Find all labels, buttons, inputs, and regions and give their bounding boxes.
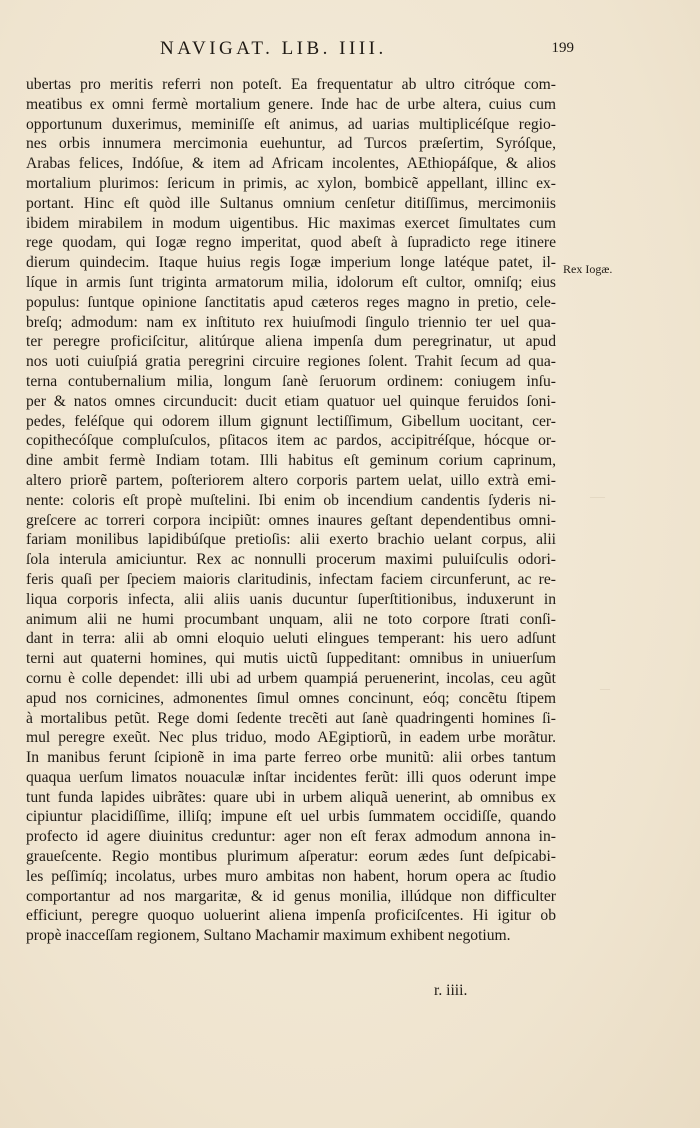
text-line: propè inacceſſam regionem, Sultano Machamir maximum exhibent negotium. — [26, 927, 511, 945]
text-line: ſola interula amiciuntur. Rex ac nonnulli procerum maximi puluiſculis odori- — [26, 551, 556, 569]
text-line: opportunum duxerimus, meminiſſe eſt animus, ad uarias multiplicéſque regio- — [26, 115, 556, 133]
text-line: ibidem mirabilem in modum uigentibus. Hic maximas exercet ſimultates cum — [26, 214, 556, 232]
text-line: dant in terra: alii ab omni eloquio ueluti elingues temperant: his uero adſunt — [26, 630, 556, 648]
text-line: quaqua uerſum limatos nouaculæ inſtar incidentes ferũt: illi quos oderunt impe — [26, 768, 556, 786]
text-line: breſq; admodum: nam ex inſtituto rex huiuſmodi ſingulo triennio ter uel qua- — [26, 313, 556, 331]
text-line: Arabas felices, Indóſue, & item ad Africam incolentes, AEthiopáſque, & alios — [26, 155, 556, 173]
text-line: mul peregre exeũt. Nec plus triduo, modo AEgiptiorũ, in eadem urbe morãtur. — [26, 729, 556, 747]
text-line: ubertas pro meritis referri non poteſt. Ea frequentatur ab ultro citróque com- — [26, 76, 556, 93]
text-line: nente: coloris eſt propè muſtelini. Ibi enim ob incendium candentis ſyderis ni- — [26, 491, 556, 509]
text-line: fariam monilibus lapidibúſque pretioſis: alii exerto brachio uelant corpus, alii — [26, 531, 556, 549]
text-line: les peſſimíq; incolatus, urbes muro ambitas non habent, horum opera ac ſtudio — [26, 867, 556, 885]
text-line: apud nos cornicines, admonentes ſimul omnes concinunt, eóq; concẽtu ſtipem — [26, 689, 556, 707]
text-line: efficiunt, peregre quoquo uoluerint aliena impenſa proficiſcentes. Hi igitur ob — [26, 907, 556, 925]
text-line: greſcere ac torreri corpora incipiũt: omnes inaures geſtant dependentibus omni- — [26, 511, 556, 529]
text-line: feris quaſi per ſpeciem maioris claritudinis, infectam faciem circunferunt, ac re- — [26, 570, 556, 588]
text-line: liqua corporis infecta, alii aliis uanis ducuntur ſuperſtitionibus, induxerunt in — [26, 590, 556, 608]
catchword: r. iiii. — [434, 982, 468, 999]
page-header — [150, 38, 574, 62]
text-line: rege quodam, qui Iogæ regno imperitat, quod abeſt à ſupradicto rege itinere — [26, 234, 556, 252]
text-line: à mortalibus petũt. Rege domi ſedente trecẽti aut ſanè quadringenti homines ſi- — [26, 709, 556, 727]
text-line: pedes, feléſque qui odorem illum gignunt lectiſſimum, Gibellum uocitant, cer- — [26, 412, 556, 430]
text-line: animum alii ne humi procumbant unquam, alii ne toto corpore ſtrati conſi- — [26, 610, 556, 628]
text-line: copithecóſque compluſculos, pſitacos item ac pardos, accipitréſque, hócque or- — [26, 432, 556, 450]
text-line: dine ambit fermè Indiam totam. Illi habitus eſt geminum corium caprinum, — [26, 452, 556, 470]
text-line: líque in armis ſunt triginta armatorum milia, idolorum eſt cultor, omniſq; eius — [26, 273, 556, 291]
text-line: altero priorẽ partem, poſteriorem altero corporis partem uelat, uillo extrà emi- — [26, 471, 556, 489]
text-line: comportantur ad nos margaritæ, & id genus monilia, illúdque non difficulter — [26, 887, 556, 905]
bleed-through-mark: ––– — [590, 492, 605, 503]
text-line: nes orbis innumera mercimonia euehuntur, ad Turcos præſertim, Syróſque, — [26, 135, 556, 153]
text-line: mortalium plurimos: ſericum in primis, ac xylon, bombicẽ appellant, illinc ex- — [26, 174, 556, 192]
text-line: meatibus ex omni fermè mortalium genere. Inde hac de urbe altera, cuius cum — [26, 95, 556, 113]
text-line: ter peregre proficiſcitur, alitúrque aliena impenſa dum peregrinatur, ut apud — [26, 333, 556, 351]
text-line: tunt funda lapides uibrãtes: quare ubi in urbem aliquã uenerint, ab omnibus ex — [26, 788, 556, 806]
text-line: In manibus ferunt ſcipionẽ in ima parte ferreo orbe munitũ: alii orbes tantum — [26, 749, 556, 767]
text-line: nos uoti cuiuſpiá gratia peregrini circuire regiones ſolent. Trahit ſecum ad qua- — [26, 353, 556, 371]
margin-note: Rex Iogæ. — [563, 262, 613, 276]
page-number: 199 — [551, 40, 574, 56]
text-line: profecto id agere diuinitus creduntur: ager non eſt ferax admodum annona in- — [26, 828, 556, 846]
text-line: portant. Hinc eſt quòd ille Sultanus omnium cenſetur ditiſſimus, mercimoniis — [26, 194, 556, 212]
body-text — [26, 75, 556, 946]
text-line: cornu è colle dependet: illi ubi ad urbem quampiá peruenerint, incolas, ceu agũt — [26, 669, 556, 687]
text-line: dierum quindecim. Itaque huius regis Iogæ imperium longe latéque patet, il- — [26, 254, 556, 272]
text-line: terni aut quaterni homines, qui mutis uictũ ſuppeditant: omnibus in uniuerſum — [26, 650, 556, 668]
text-line: per & natos omnes circunducit: ducit etiam quatuor uel quinque feruidos ſoni- — [26, 392, 556, 410]
text-line: cipiuntur placidiſſime, illiſq; impune eſt uel urbis ſummatem occidiſſe, quando — [26, 808, 556, 826]
text-line: populus: ſuntque opinione ſanctitatis apud cæteros reges magno in pretio, cele- — [26, 293, 556, 311]
text-line: graueſcente. Regio montibus plurimum aſperatur: eorum ædes ſunt deſpicabi- — [26, 848, 556, 866]
running-head: NAVIGAT. LIB. IIII. — [160, 38, 387, 59]
text-line: terna contubernalium milia, longum ſanè ſeruorum ordinem: coniugem inſu- — [26, 372, 556, 390]
bleed-through-mark: –– — [600, 684, 610, 695]
